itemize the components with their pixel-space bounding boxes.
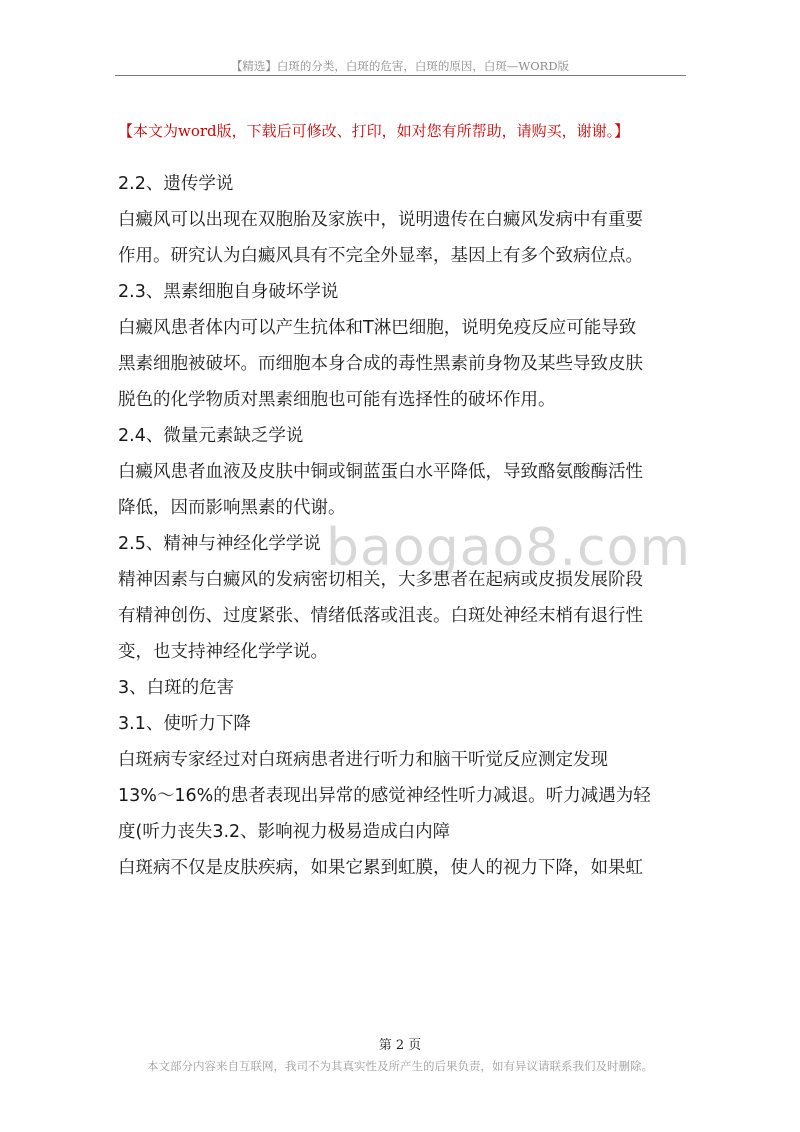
body-line: 度(听力丧失3.2、影响视力极易造成白内障 bbox=[118, 822, 451, 842]
section-heading: 2.3、黑素细胞自身破坏学说 bbox=[118, 282, 339, 302]
body-line: 脱色的化学物质对黑素细胞也可能有选择性的破坏作用。 bbox=[118, 390, 556, 410]
body-line: 白癜风可以出现在双胞胎及家族中，说明遗传在白癜风发病中有重要 bbox=[118, 210, 643, 230]
purchase-notice: 【本文为word版，下载后可修改、打印，如对您有所帮助，请购买，谢谢。】 bbox=[118, 122, 630, 140]
header-divider bbox=[115, 75, 686, 76]
section-heading: 3、白斑的危害 bbox=[118, 678, 235, 698]
section-heading: 2.2、遗传学说 bbox=[118, 174, 234, 194]
page-footer-disclaimer: 本文部分内容来自互联网，我司不为其真实性及所产生的后果负责，如有异议请联系我们及时删除。 bbox=[147, 1059, 653, 1073]
body-line: 白斑病专家经过对白斑病患者进行听力和脑干听觉反应测定发现 bbox=[118, 750, 608, 770]
section-heading: 2.5、精神与神经化学学说 bbox=[118, 534, 321, 554]
document-body bbox=[118, 166, 688, 886]
body-line: 13%～16%的患者表现出异常的感觉神经性听力减退。听力减遇为轻 bbox=[118, 786, 651, 806]
body-line: 作用。研究认为白癜风具有不完全外显率，基因上有多个致病位点。 bbox=[118, 246, 643, 266]
body-line: 白癜风患者血液及皮肤中铜或铜蓝蛋白水平降低，导致酪氨酸酶活性 bbox=[118, 462, 643, 482]
body-line: 白斑病不仅是皮肤疾病，如果它累到虹膜，使人的视力下降，如果虹 bbox=[118, 858, 643, 878]
page-header: 【精选】白斑的分类，白斑的危害，白斑的原因，白斑—WORD版 bbox=[230, 59, 570, 73]
page-number: 第 2 页 bbox=[378, 1038, 422, 1053]
watermark: baogao8.com bbox=[326, 518, 692, 578]
section-heading: 2.4、微量元素缺乏学说 bbox=[118, 426, 304, 446]
body-line: 白癜风患者体内可以产生抗体和T淋巴细胞，说明免疫反应可能导致 bbox=[118, 318, 637, 338]
body-line: 降低，因而影响黑素的代谢。 bbox=[118, 498, 346, 518]
body-line: 精神因素与白癜风的发病密切相关，大多患者在起病或皮损发展阶段 bbox=[118, 570, 643, 590]
body-line: 有精神创伤、过度紧张、情绪低落或沮丧。白斑处神经末梢有退行性 bbox=[118, 606, 643, 626]
body-line: 黑素细胞被破坏。而细胞本身合成的毒性黑素前身物及某些导致皮肤 bbox=[118, 354, 643, 374]
body-line: 变，也支持神经化学学说。 bbox=[118, 642, 328, 662]
section-heading: 3.1、使听力下降 bbox=[118, 714, 251, 734]
